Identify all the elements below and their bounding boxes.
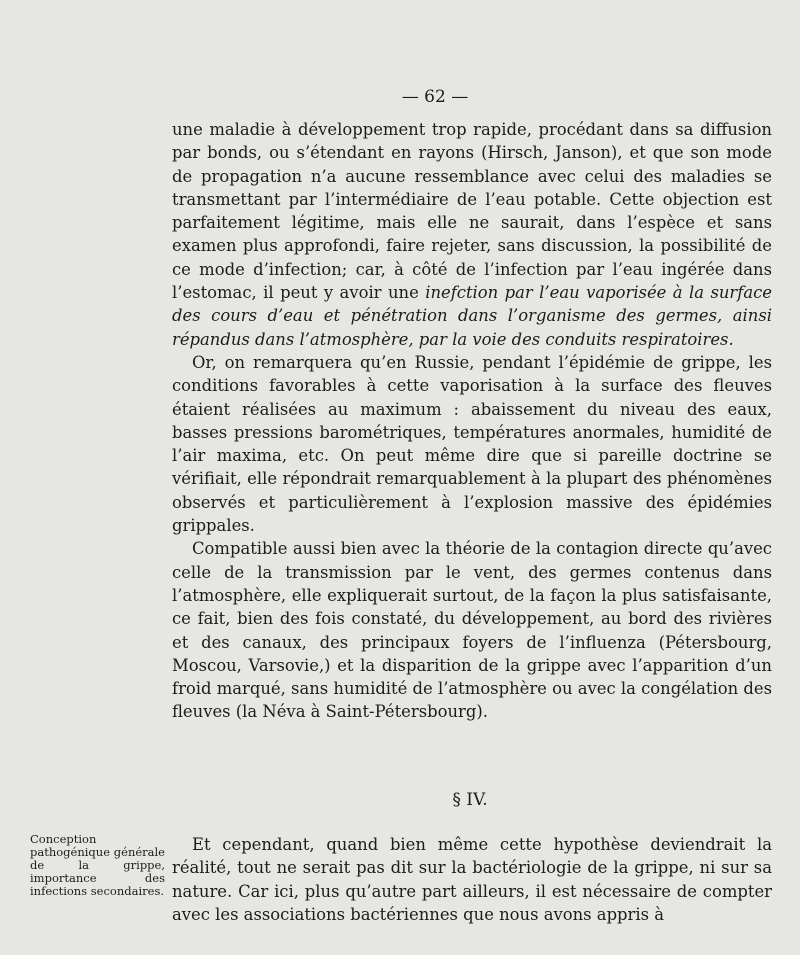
- margin-note: Conception pathogénique générale de la grippe, importance des infections secondaires.: [30, 832, 165, 898]
- page-number: — 62 —: [401, 87, 469, 107]
- section-heading: § IV.: [452, 790, 488, 810]
- paragraph-1: [172, 118, 772, 351]
- paragraph-1-italic: inefction par l’eau vaporisée à la surface des cours d’eau et pénétration dans l’organisme des germes, ainsi répandus dans l’atmosphère, par la voie des conduits respiratoires.: [172, 283, 772, 349]
- section-paragraph: Et cependant, quand bien même cette hypothèse deviendrait la réalité, tout ne serait pas dit sur la bactériologie de la grippe, ni sur sa nature. Car ici, plus qu’autre part ailleurs, il est nécessaire de compter avec les associations bactériennes que nous avons appris à: [172, 835, 772, 924]
- section-text: [172, 833, 772, 926]
- paragraph-1-text: une maladie à développement trop rapide, procédant dans sa diffusion par bonds, ou s’étendant en rayons (Hirsch, Janson), et que son mode de propagation n’a aucune ressemblance avec celui des maladies se transmettant par l’intermédiaire de l’eau potable. Cette objection est parfaitement légitime, mais elle ne saurait, dans l’espèce et sans examen plus approfondi, faire rejeter, sans discussion, la possibilité de ce mode d’infection; car, à côté de l’infection par l’eau ingérée dans l’estomac, il peut y avoir une: [172, 120, 772, 303]
- paragraph-3: Compatible aussi bien avec la théorie de la contagion directe qu’avec celle de la transmission par le vent, des germes contenus dans l’atmosphère, elle expliquerait surtout, de la façon la plus satisfaisante, ce fait, bien des fois constaté, du développement, au bord des rivières et des canaux, des principaux foyers de l’influenza (Pétersbourg, Moscou, Varsovie,) et la disparition de la grippe avec l’apparition d’un froid marqué, sans humidité de l’atmosphère ou avec la congélation des fleuves (la Néva à Saint-Pétersbourg).: [172, 539, 772, 722]
- paragraph-2: Or, on remarquera qu’en Russie, pendant l’épidémie de grippe, les conditions favorables à cette vaporisation à la surface des fleuves étaient réalisées au maximum : abaissement du niveau des eaux, basses pressions barométriques, températures anormales, humidité de l’air maxima, etc. On peut même dire que si pareille doctrine se vérifiait, elle répondrait remarquablement à la plupart des phénomènes observés et particulièrement à l’explosion massive des épidémies grippales.: [172, 352, 772, 536]
- main-text: [172, 118, 772, 724]
